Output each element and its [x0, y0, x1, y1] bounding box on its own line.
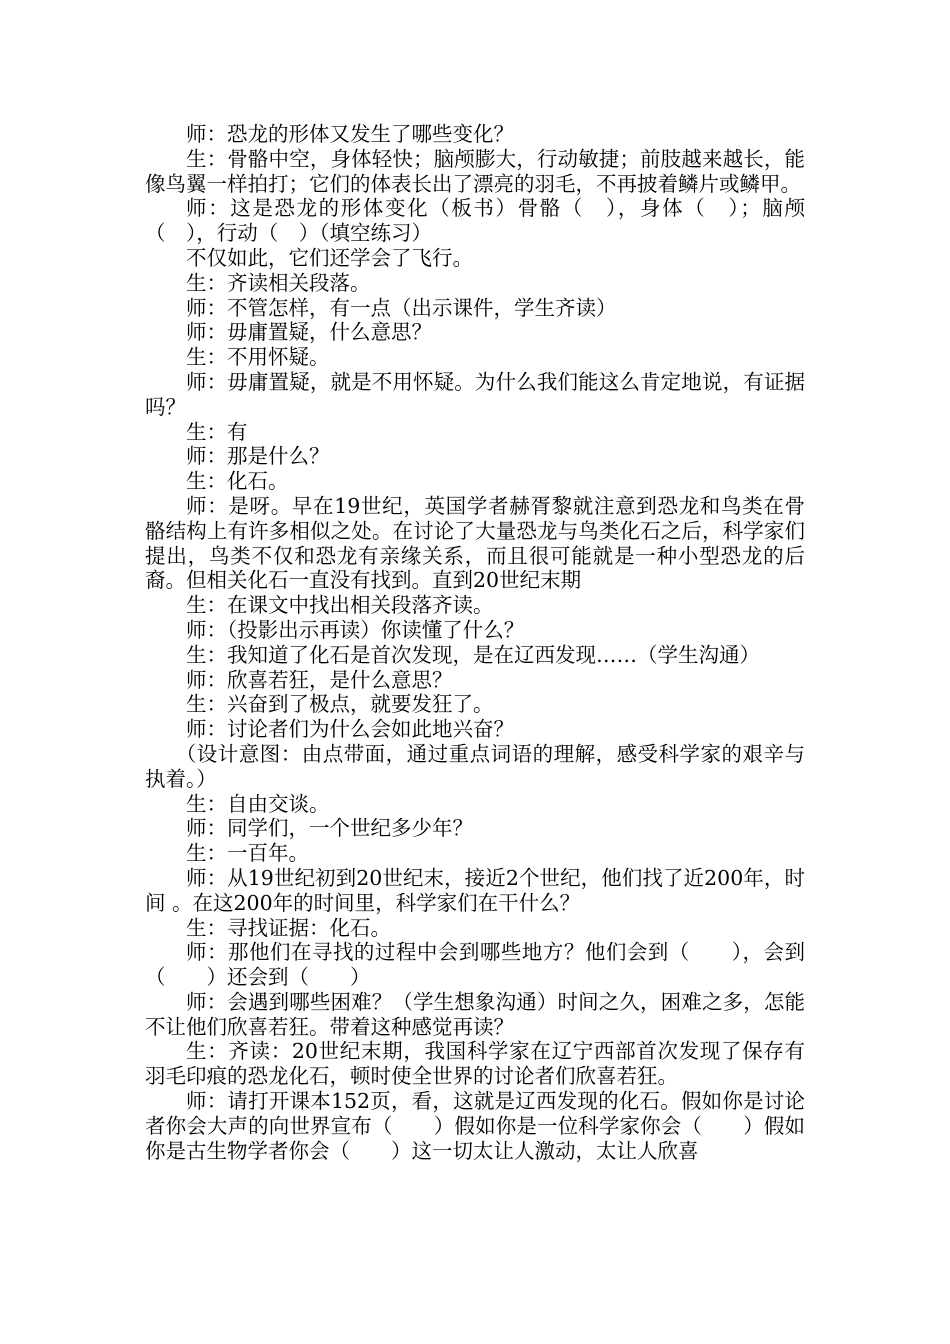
paragraph: 生：齐读：20世纪末期，我国科学家在辽宁西部首次发现了保存有羽毛印痕的恐龙化石，顿时使全世界的讨论者们欣喜若狂。: [145, 1039, 805, 1089]
paragraph: 师：不管怎样，有一点（出示课件，学生齐读）: [186, 295, 617, 320]
paragraph: 师：从19世纪初到20世纪末，接近2个世纪，他们找了近200年，时间 。在这200年的时间里，科学家们在干什么？: [145, 865, 805, 915]
paragraph: 生：有: [186, 419, 248, 444]
paragraph: 生：寻找证据：化石。: [186, 915, 391, 940]
paragraph: 师：同学们，一个世纪多少年？: [186, 816, 473, 841]
design-intent-note: （设计意图：由点带面，通过重点词语的理解，感受科学家的艰辛与执着。）: [145, 741, 805, 791]
paragraph: 生：在课文中找出相关段落齐读。: [186, 593, 494, 618]
paragraph: 生：齐读相关段落。: [186, 270, 371, 295]
paragraph: 生：骨骼中空，身体轻快；脑颅膨大，行动敏捷；前肢越来越长，能像鸟翼一样拍打；它们的体表长出了漂亮的羽毛，不再披着鳞片或鳞甲。: [145, 146, 805, 196]
paragraph: 师：讨论者们为什么会如此地兴奋？: [186, 717, 514, 742]
paragraph: 不仅如此，它们还学会了飞行。: [186, 245, 473, 270]
paragraph: 师：欣喜若狂，是什么意思？: [186, 667, 453, 692]
paragraph: 师：那他们在寻找的过程中会到哪些地方？他们会到（ ），会到（ ）还会到（ ）: [145, 940, 805, 990]
paragraph: 师：请打开课本152页，看，这就是辽西发现的化石。假如你是讨论者你会大声的向世界宣布（ ）假如你是一位科学家你会（ ）假如你是古生物学者你会（ ）这一切太让人激动，太让人欣喜: [145, 1089, 805, 1163]
paragraph: 师：会遇到哪些困难？（学生想象沟通）时间之久，困难之多，怎能不让他们欣喜若狂。带着这种感觉再读？: [145, 989, 805, 1039]
paragraph: 师：是呀。早在19世纪，英国学者赫胥黎就注意到恐龙和鸟类在骨骼结构上有许多相似之处。在讨论了大量恐龙与鸟类化石之后，科学家们提出，鸟类不仅和恐龙有亲缘关系，而且很可能就是一种小型恐龙的后裔。但相关化石一直没有找到。直到20世纪末期: [145, 493, 805, 593]
paragraph: 生：兴奋到了极点，就要发狂了。: [186, 692, 494, 717]
paragraph: 师：这是恐龙的形体变化（板书）骨骼（ ），身体（ ）；脑颅（ ），行动（ ）（填空练习）: [145, 196, 805, 246]
paragraph: 师：（投影出示再读）你读懂了什么？: [186, 617, 525, 642]
paragraph: 生：一百年。: [186, 841, 309, 866]
paragraph: 师：那是什么？: [186, 444, 330, 469]
paragraph: 师：恐龙的形体又发生了哪些变化？: [186, 122, 514, 146]
paragraph: 生：我知道了化石是首次发现，是在辽西发现……（学生沟通）: [186, 642, 760, 667]
document-body: [145, 122, 805, 1163]
paragraph: 师：毋庸置疑，什么意思？: [186, 320, 432, 345]
paragraph: 生：自由交谈。: [186, 791, 330, 816]
paragraph: 生：化石。: [186, 469, 289, 494]
paragraph: 师：毋庸置疑，就是不用怀疑。为什么我们能这么肯定地说，有证据吗？: [145, 369, 805, 419]
paragraph: 生：不用怀疑。: [186, 345, 330, 370]
